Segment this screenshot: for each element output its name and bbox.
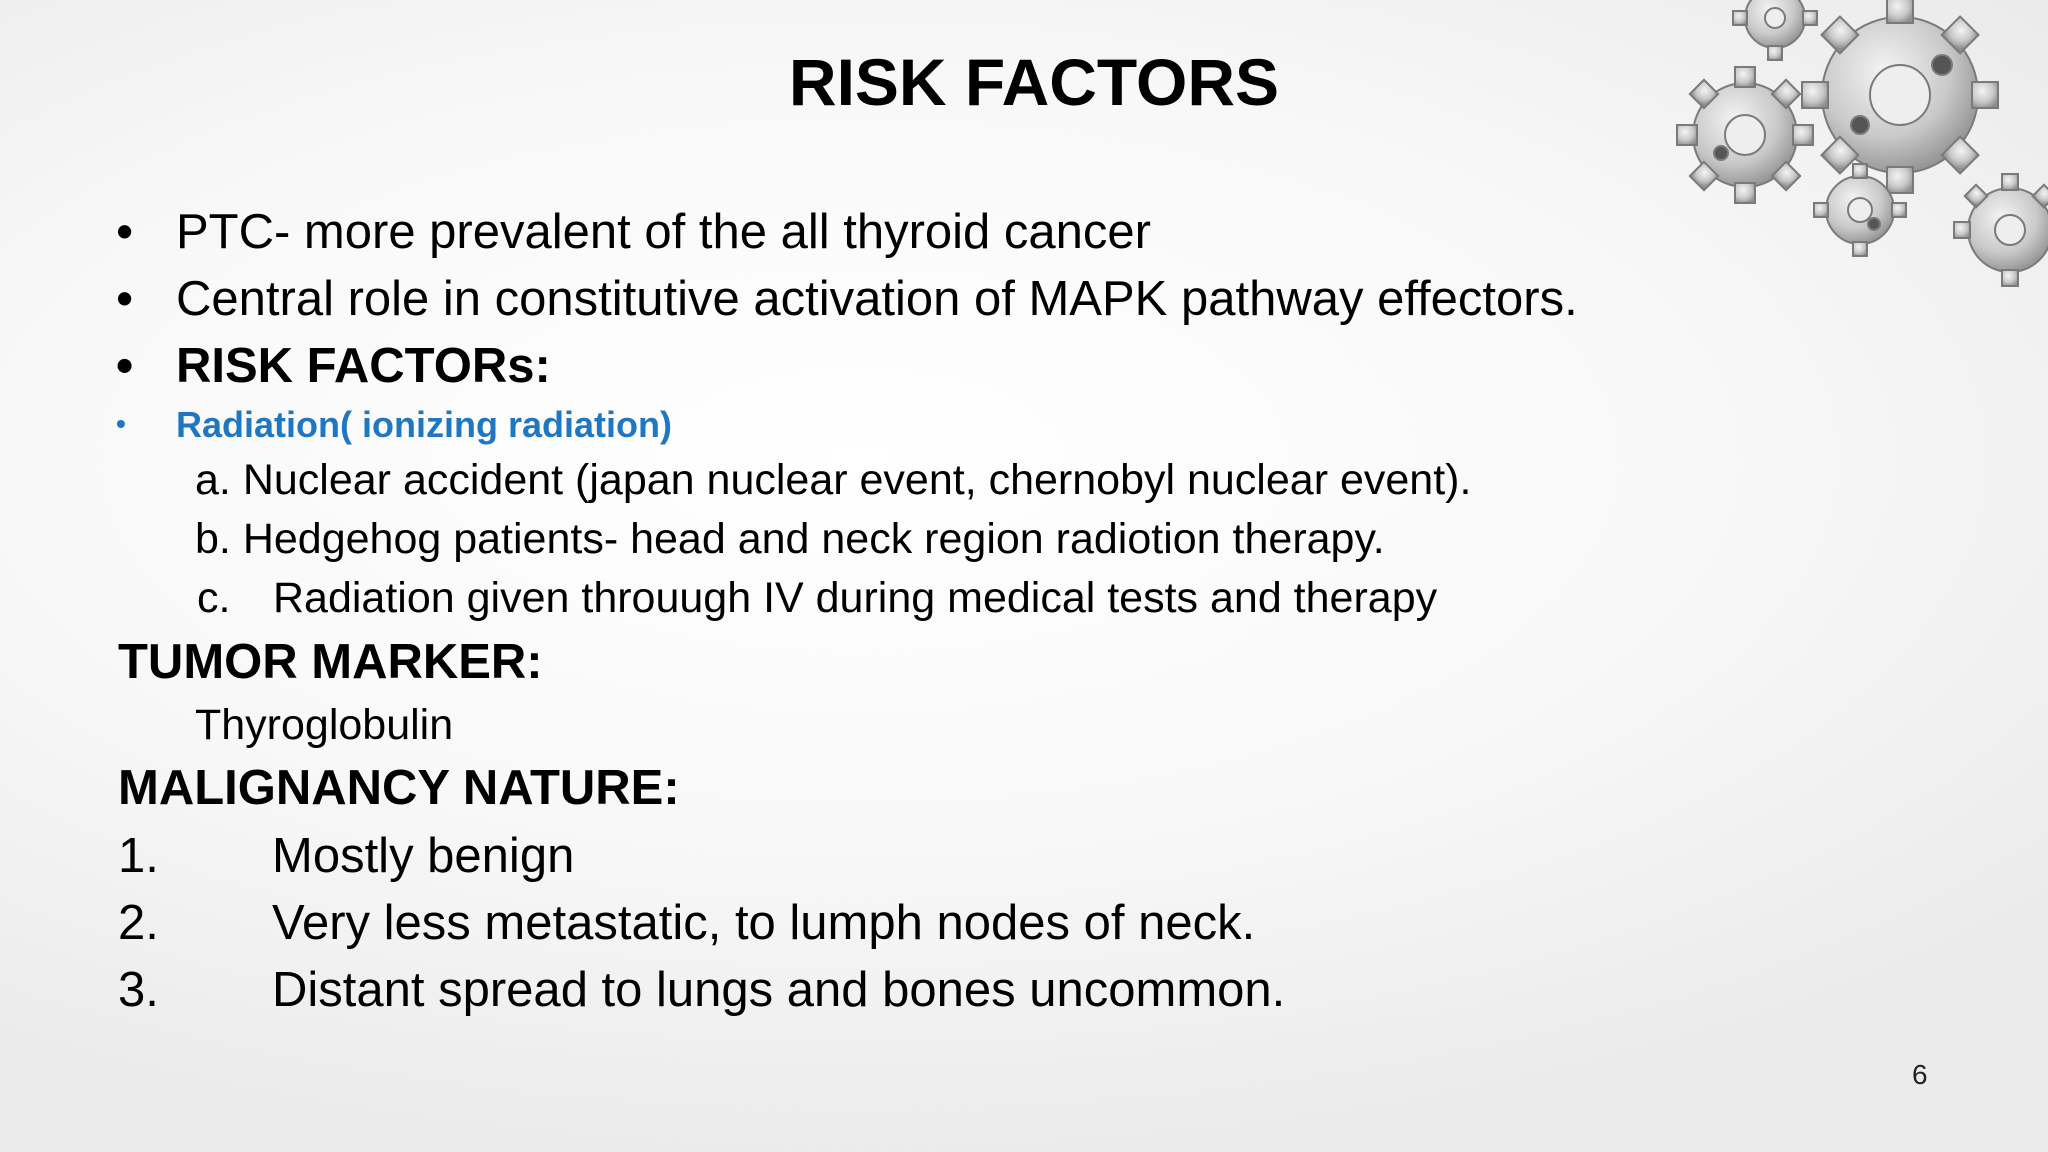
bullet-text: RISK FACTORs: bbox=[176, 339, 551, 393]
bullet-item bbox=[116, 269, 1578, 329]
item-number: 3. bbox=[118, 963, 159, 1017]
gear-icon bbox=[1954, 174, 2048, 286]
page-number: 6 bbox=[1912, 1059, 1928, 1090]
sub-list-text: Nuclear accident (japan nuclear event, chernobyl nuclear event). bbox=[242, 456, 1472, 504]
numbered-item bbox=[118, 826, 574, 886]
item-text: Very less metastatic, to lumph nodes of neck. bbox=[272, 896, 1256, 950]
bullet-text: PTC- more prevalent of the all thyroid cancer bbox=[176, 205, 1151, 259]
numbered-item bbox=[118, 960, 1285, 1020]
sub-list-marker: c. bbox=[197, 574, 231, 622]
sub-list-item bbox=[197, 572, 1437, 624]
numbered-item bbox=[118, 893, 1255, 953]
item-number: 1. bbox=[118, 829, 159, 883]
item-text: Distant spread to lungs and bones uncommon. bbox=[272, 963, 1286, 1017]
tumor-marker-value: Thyroglobulin bbox=[195, 701, 454, 749]
malignancy-heading: MALIGNANCY NATURE: bbox=[118, 761, 680, 815]
sub-list-text: Radiation given throuugh IV during medical tests and therapy bbox=[273, 574, 1438, 622]
bullet-text: Radiation( ionizing radiation) bbox=[176, 404, 672, 445]
bullet-marker: • bbox=[116, 272, 134, 326]
bullet-item bbox=[116, 336, 551, 396]
sub-list-item bbox=[195, 454, 1471, 506]
sub-list-text: Hedgehog patients- head and neck region radiotion therapy. bbox=[242, 515, 1385, 563]
bullet-text: Central role in constitutive activation of MAPK pathway effectors. bbox=[176, 272, 1578, 326]
sub-list-marker: a. bbox=[195, 456, 231, 504]
sub-list-marker: b. bbox=[195, 515, 231, 563]
tumor-marker-heading: TUMOR MARKER: bbox=[118, 635, 543, 689]
bullet-item bbox=[116, 202, 1151, 262]
bullet-item-highlight bbox=[116, 401, 672, 448]
bullet-marker: • bbox=[116, 205, 134, 259]
sub-list-item bbox=[195, 513, 1385, 565]
slide-title: RISK FACTORS bbox=[788, 45, 1280, 119]
item-number: 2. bbox=[118, 896, 159, 950]
bullet-marker: • bbox=[116, 408, 126, 439]
bullet-marker: • bbox=[116, 339, 134, 393]
item-text: Mostly benign bbox=[272, 829, 575, 883]
